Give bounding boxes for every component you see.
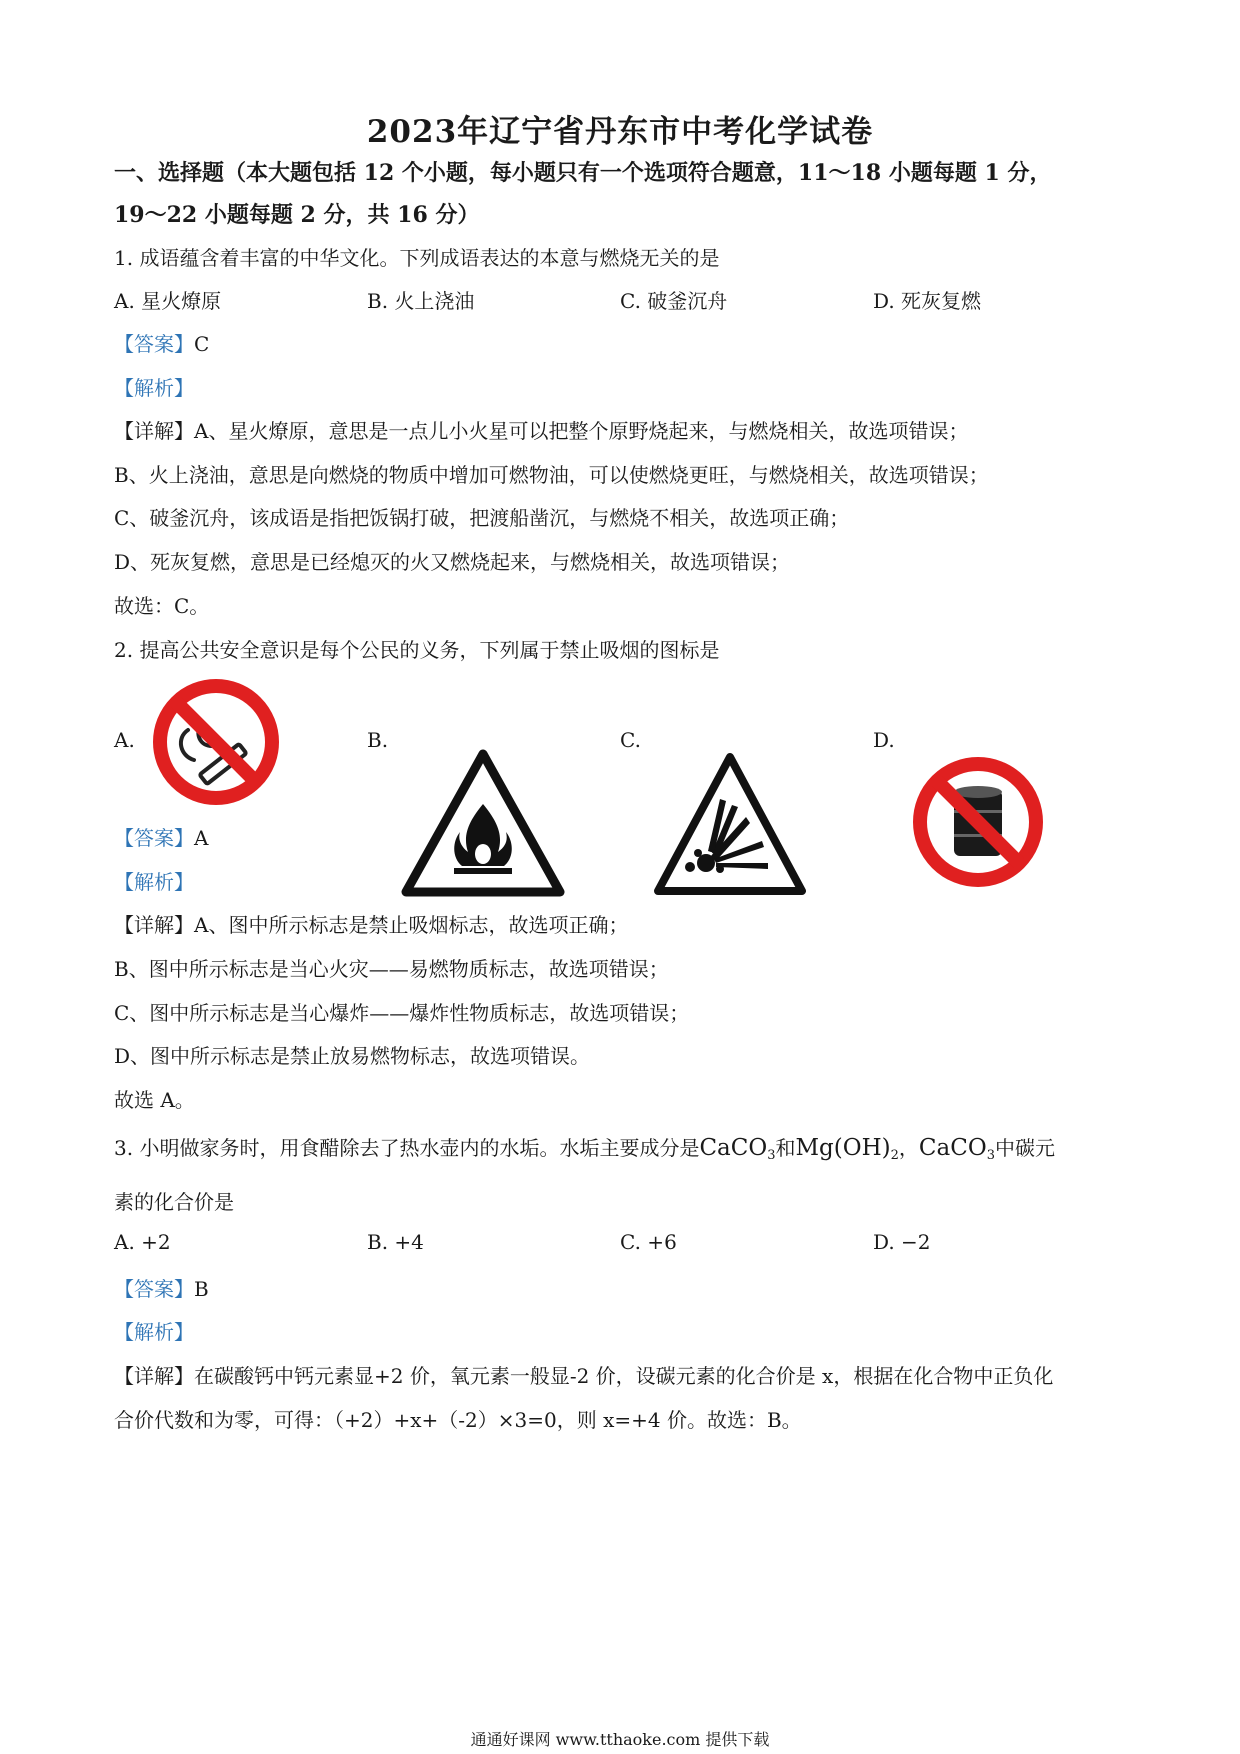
answer-tag: 【答案】 bbox=[114, 332, 194, 356]
q1-option-d: D. 死灰复燃 bbox=[873, 289, 982, 313]
formula-mgoh2: $Mg(OH)_2$ bbox=[795, 1135, 899, 1163]
q3-answer-line bbox=[114, 1273, 209, 1302]
q2-detail-line1 bbox=[114, 909, 628, 938]
answer-tag: 【答案】 bbox=[114, 826, 194, 850]
detail-tag: 【详解】 bbox=[114, 1364, 194, 1388]
q2-detail-a: A、图中所示标志是禁止吸烟标志，故选项正确； bbox=[194, 913, 629, 937]
q2-detail-b: B、图中所示标志是当心火灾——易燃物质标志，故选项错误； bbox=[114, 957, 669, 981]
q1-detail-a: A、星火燎原，意思是一点儿小火星可以把整个原野烧起来，与燃烧相关，故选项错误； bbox=[194, 419, 969, 443]
q3-detail-line2: 合价代数和为零，可得：（+2）+x+（-2）×3=0，则 x=+4 价。故选：B。 bbox=[114, 1408, 802, 1432]
q1-answer-line bbox=[114, 328, 209, 357]
q1-option-c: C. 破釜沉舟 bbox=[620, 289, 728, 313]
q2-conclusion: 故选 A。 bbox=[114, 1088, 195, 1112]
detail-tag: 【详解】 bbox=[114, 913, 194, 937]
q1-detail-d: D、死灰复燃，意思是已经熄灭的火又燃烧起来，与燃烧相关，故选项错误； bbox=[114, 550, 791, 574]
q3-option-d: D. −2 bbox=[873, 1230, 931, 1254]
q3-stem-b: 中碳元 bbox=[994, 1136, 1055, 1160]
q1-option-b: B. 火上浇油 bbox=[367, 289, 475, 313]
q3-stem-line1 bbox=[114, 1132, 1055, 1163]
q3-option-c: C. +6 bbox=[620, 1230, 677, 1254]
q2-detail-c: C、图中所示标志是当心爆炸——爆炸性物质标志，故选项错误； bbox=[114, 1001, 690, 1025]
section-heading-line1: 一、选择题（本大题包括 12 个小题，每小题只有一个选项符合题意，11～18 小题每题 1 分， bbox=[114, 160, 1052, 186]
analysis-tag: 【解析】 bbox=[114, 870, 194, 894]
q1-detail-c: C、破釜沉舟，该成语是指把饭锅打破，把渡船凿沉，与燃烧不相关，故选项正确； bbox=[114, 506, 850, 530]
q2-detail-d: D、图中所示标志是禁止放易燃物标志，故选项错误。 bbox=[114, 1044, 591, 1068]
explosive-warning-icon bbox=[650, 745, 810, 900]
q3-option-a: A. +2 bbox=[114, 1230, 171, 1254]
q3-stem-a: 3. 小明做家务时，用食醋除去了热水壶内的水垢。水垢主要成分是 bbox=[114, 1136, 700, 1160]
analysis-tag: 【解析】 bbox=[114, 1320, 194, 1344]
q1-conclusion: 故选：C。 bbox=[114, 594, 210, 618]
q3-detail-1: 在碳酸钙中钙元素显+2 价，氧元素一般显-2 价，设碳元素的化合价是 x，根据在化合物中正负化 bbox=[194, 1364, 1054, 1388]
no-flammable-barrel-icon bbox=[906, 750, 1050, 894]
formula-caco3: CaCO$_3$ bbox=[699, 1135, 776, 1163]
q1-analysis-line bbox=[114, 372, 194, 401]
q3-option-b: B. +4 bbox=[367, 1230, 424, 1254]
no-smoking-icon bbox=[146, 672, 286, 812]
analysis-tag: 【解析】 bbox=[114, 376, 194, 400]
q3-stem-line2: 素的化合价是 bbox=[114, 1190, 234, 1214]
detail-tag: 【详解】 bbox=[114, 419, 194, 443]
q3-stem-mid: 和 bbox=[775, 1136, 796, 1160]
q3-stem-comma: ， bbox=[898, 1136, 919, 1160]
q1-detail-b: B、火上浇油，意思是向燃烧的物质中增加可燃物油，可以使燃烧更旺，与燃烧相关，故选项错误； bbox=[114, 463, 989, 487]
q2-option-a-letter: A. bbox=[114, 728, 135, 752]
q2-answer-line bbox=[114, 822, 208, 851]
q2-option-d-letter: D. bbox=[873, 728, 895, 752]
exam-title: 2023年辽宁省丹东市中考化学试卷 bbox=[366, 114, 874, 150]
q1-option-a: A. 星火燎原 bbox=[114, 289, 222, 313]
page-footer: 通通好课网 www.tthaoke.com 提供下载 bbox=[470, 1730, 770, 1749]
q3-detail-line1 bbox=[114, 1360, 1053, 1389]
answer-tag: 【答案】 bbox=[114, 1277, 194, 1301]
q1-detail-line1 bbox=[114, 415, 968, 444]
q2-option-b-letter: B. bbox=[367, 728, 389, 752]
q2-answer: A bbox=[194, 826, 209, 850]
q2-analysis-line bbox=[114, 866, 194, 895]
q3-analysis-line bbox=[114, 1316, 194, 1345]
formula-caco3-second: CaCO$_3$ bbox=[918, 1135, 995, 1163]
q2-stem: 2. 提高公共安全意识是每个公民的义务，下列属于禁止吸烟的图标是 bbox=[114, 638, 720, 662]
q1-stem: 1. 成语蕴含着丰富的中华文化。下列成语表达的本意与燃烧无关的是 bbox=[114, 246, 720, 270]
flammable-warning-icon bbox=[398, 742, 568, 902]
q1-answer: C bbox=[194, 332, 210, 356]
q2-option-c-letter: C. bbox=[620, 728, 641, 752]
q3-answer: B bbox=[194, 1277, 209, 1301]
section-heading-line2: 19～22 小题每题 2 分，共 16 分） bbox=[114, 202, 480, 228]
